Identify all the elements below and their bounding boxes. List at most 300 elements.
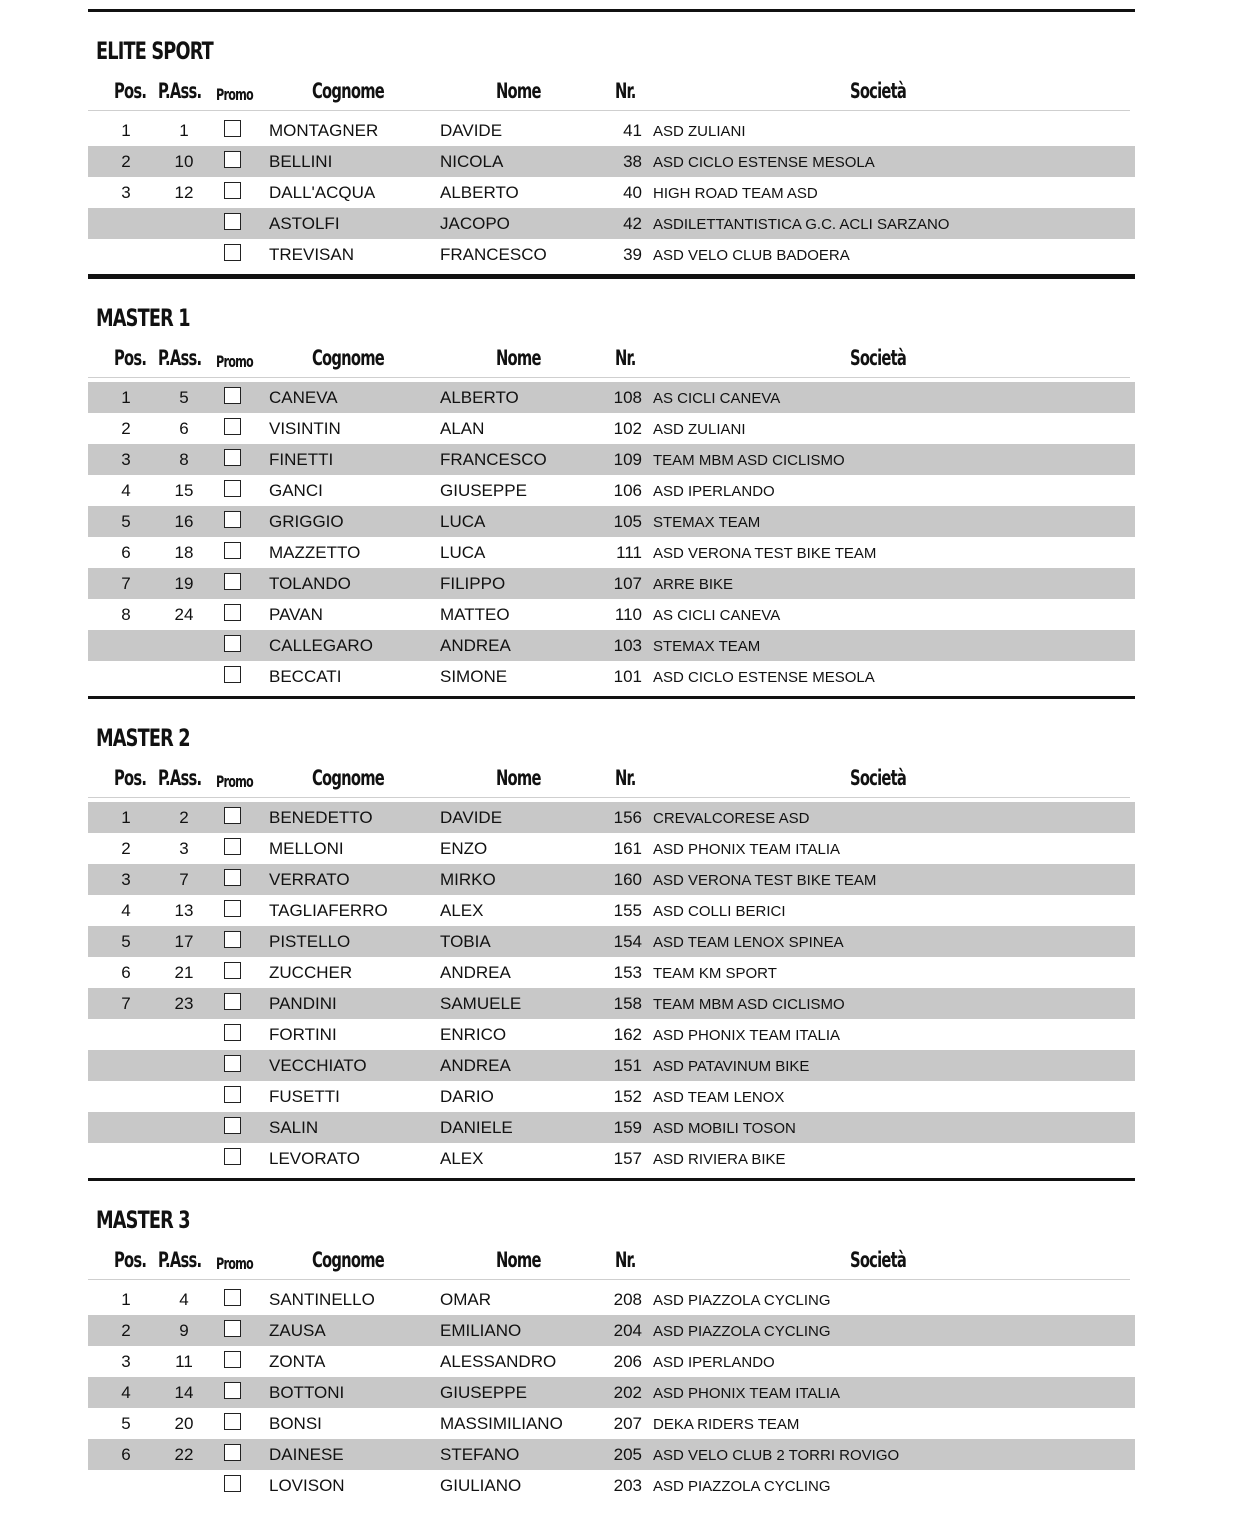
surname-cell: BENEDETTO: [269, 808, 373, 827]
promo-checkbox[interactable]: [224, 1289, 241, 1306]
surname-cell: FUSETTI: [269, 1087, 340, 1106]
promo-checkbox[interactable]: [224, 931, 241, 948]
name-cell: ALEX: [440, 901, 484, 920]
bib-number-cell: 154: [613, 932, 642, 951]
section-divider: [88, 1178, 1135, 1181]
team-cell: ASD ZULIANI: [653, 123, 746, 140]
surname-cell: PANDINI: [269, 994, 337, 1013]
column-header-promo: Promo: [216, 772, 254, 791]
team-cell: ASD TEAM LENOX SPINEA: [653, 934, 844, 951]
table-row: [88, 115, 1135, 146]
position-cell: 4: [121, 481, 131, 500]
name-cell: DAVIDE: [440, 121, 503, 140]
position-cell: 6: [121, 543, 131, 562]
team-cell: ASD CICLO ESTENSE MESOLA: [653, 669, 875, 686]
column-header-cognome: Cognome: [312, 766, 385, 790]
promo-checkbox[interactable]: [224, 1413, 241, 1430]
column-header-societa: Società: [850, 79, 907, 103]
results-table-body: [88, 382, 1135, 692]
promo-checkbox[interactable]: [224, 387, 241, 404]
assigned-position-cell: 4: [179, 1290, 189, 1309]
bib-number-cell: 106: [613, 481, 642, 500]
column-header-nome: Nome: [496, 766, 541, 790]
table-row: [88, 1050, 1135, 1081]
team-cell: ASD PHONIX TEAM ITALIA: [653, 1027, 840, 1044]
assigned-position-cell: 7: [179, 870, 189, 889]
assigned-position-cell: 22: [174, 1445, 194, 1464]
promo-checkbox[interactable]: [224, 542, 241, 559]
team-cell: AS CICLI CANEVA: [653, 390, 781, 407]
surname-cell: ZAUSA: [269, 1321, 326, 1340]
results-table-body: [88, 1284, 1135, 1501]
promo-checkbox[interactable]: [224, 511, 241, 528]
assigned-position-cell: 16: [174, 512, 194, 531]
table-row: [88, 988, 1135, 1019]
position-cell: 5: [121, 512, 131, 531]
surname-cell: CALLEGARO: [269, 636, 373, 655]
bib-number-cell: 152: [613, 1087, 642, 1106]
bib-number-cell: 158: [613, 994, 642, 1013]
position-cell: 3: [121, 1352, 131, 1371]
bib-number-cell: 208: [613, 1290, 642, 1309]
team-cell: ASD VERONA TEST BIKE TEAM: [653, 545, 877, 562]
table-row: [88, 1439, 1135, 1470]
table-row: [88, 864, 1135, 895]
table-row: [88, 957, 1135, 988]
assigned-position-cell: 18: [174, 543, 194, 562]
assigned-position-cell: 1: [179, 121, 189, 140]
promo-checkbox[interactable]: [224, 962, 241, 979]
bib-number-cell: 204: [613, 1321, 642, 1340]
table-row: [88, 506, 1135, 537]
promo-checkbox[interactable]: [224, 120, 241, 137]
bib-number-cell: 40: [623, 183, 642, 202]
column-header-promo: Promo: [216, 352, 254, 371]
team-cell: TEAM KM SPORT: [653, 965, 777, 982]
position-cell: 4: [121, 1383, 131, 1402]
table-row: [88, 1019, 1135, 1050]
name-cell: STEFANO: [440, 1445, 520, 1464]
table-row: [88, 1470, 1135, 1501]
name-cell: DAVIDE: [440, 808, 503, 827]
column-header-nr: Nr.: [615, 346, 636, 370]
column-header-pass: P.Ass.: [158, 79, 202, 103]
bib-number-cell: 205: [613, 1445, 642, 1464]
assigned-position-cell: 21: [174, 963, 194, 982]
column-header-pass: P.Ass.: [158, 766, 202, 790]
surname-cell: FINETTI: [269, 450, 334, 469]
bib-number-cell: 157: [613, 1149, 642, 1168]
position-cell: 5: [121, 1414, 131, 1433]
promo-checkbox[interactable]: [224, 604, 241, 621]
assigned-position-cell: 15: [174, 481, 194, 500]
team-cell: ASD PIAZZOLA CYCLING: [653, 1478, 831, 1495]
position-cell: 7: [121, 574, 131, 593]
bib-number-cell: 161: [613, 839, 642, 858]
table-row: [88, 382, 1135, 413]
bib-number-cell: 159: [613, 1118, 642, 1137]
column-header-nome: Nome: [496, 79, 541, 103]
table-row: [88, 1377, 1135, 1408]
assigned-position-cell: 19: [174, 574, 194, 593]
position-cell: 6: [121, 963, 131, 982]
promo-checkbox[interactable]: [224, 869, 241, 886]
table-row: [88, 599, 1135, 630]
surname-cell: DALL'ACQUA: [269, 183, 376, 202]
table-row: [88, 568, 1135, 599]
category-title: MASTER 2: [96, 724, 190, 752]
position-cell: 4: [121, 901, 131, 920]
name-cell: GIUSEPPE: [440, 1383, 527, 1402]
surname-cell: CANEVA: [269, 388, 338, 407]
table-row: [88, 177, 1135, 208]
assigned-position-cell: 12: [174, 183, 194, 202]
column-header-nr: Nr.: [615, 79, 636, 103]
promo-checkbox[interactable]: [224, 244, 241, 261]
name-cell: ANDREA: [440, 963, 511, 982]
column-header-cognome: Cognome: [312, 1248, 385, 1272]
bib-number-cell: 203: [613, 1476, 642, 1495]
name-cell: NICOLA: [440, 152, 504, 171]
section-divider: [88, 276, 1135, 279]
table-row: [88, 1284, 1135, 1315]
name-cell: ALBERTO: [440, 388, 519, 407]
surname-cell: MELLONI: [269, 839, 344, 858]
table-header: [88, 77, 1135, 111]
surname-cell: GRIGGIO: [269, 512, 344, 531]
name-cell: ANDREA: [440, 636, 511, 655]
column-header-promo: Promo: [216, 1254, 254, 1273]
header-rule: [88, 1279, 1130, 1280]
bib-number-cell: 38: [623, 152, 642, 171]
name-cell: EMILIANO: [440, 1321, 522, 1340]
surname-cell: ZUCCHER: [269, 963, 353, 982]
team-cell: ASD MOBILI TOSON: [653, 1120, 796, 1137]
bib-number-cell: 151: [613, 1056, 642, 1075]
table-row: [88, 1081, 1135, 1112]
position-cell: 2: [121, 839, 131, 858]
assigned-position-cell: 13: [174, 901, 194, 920]
name-cell: FRANCESCO: [440, 245, 547, 264]
surname-cell: VISINTIN: [269, 419, 341, 438]
promo-checkbox[interactable]: [224, 1148, 241, 1165]
bib-number-cell: 162: [613, 1025, 642, 1044]
position-cell: 6: [121, 1445, 131, 1464]
promo-checkbox[interactable]: [224, 1086, 241, 1103]
position-cell: 3: [121, 870, 131, 889]
position-cell: 7: [121, 994, 131, 1013]
promo-checkbox[interactable]: [224, 635, 241, 652]
team-cell: STEMAX TEAM: [653, 638, 761, 655]
surname-cell: FORTINI: [269, 1025, 337, 1044]
team-cell: TEAM MBM ASD CICLISMO: [653, 452, 845, 469]
team-cell: ASD IPERLANDO: [653, 483, 775, 500]
team-cell: ASD RIVIERA BIKE: [653, 1151, 786, 1168]
team-cell: ASD CICLO ESTENSE MESOLA: [653, 154, 875, 171]
header-rule: [88, 110, 1130, 111]
results-table-body: [88, 115, 1135, 270]
header-rule: [88, 377, 1130, 378]
team-cell: AS CICLI CANEVA: [653, 607, 781, 624]
promo-checkbox[interactable]: [224, 1024, 241, 1041]
position-cell: 3: [121, 183, 131, 202]
bib-number-cell: 153: [613, 963, 642, 982]
name-cell: FILIPPO: [440, 574, 506, 593]
surname-cell: BELLINI: [269, 152, 333, 171]
results-table-body: [88, 802, 1135, 1174]
bib-number-cell: 207: [613, 1414, 642, 1433]
column-header-nome: Nome: [496, 1248, 541, 1272]
bib-number-cell: 156: [613, 808, 642, 827]
promo-checkbox[interactable]: [224, 1475, 241, 1492]
position-cell: 1: [121, 1290, 131, 1309]
name-cell: GIUSEPPE: [440, 481, 527, 500]
team-cell: ASD TEAM LENOX: [653, 1089, 785, 1106]
name-cell: MIRKO: [440, 870, 496, 889]
bib-number-cell: 42: [623, 214, 642, 233]
assigned-position-cell: 24: [174, 605, 194, 624]
promo-checkbox[interactable]: [224, 418, 241, 435]
assigned-position-cell: 17: [174, 932, 194, 951]
table-row: [88, 1112, 1135, 1143]
promo-checkbox[interactable]: [224, 449, 241, 466]
bib-number-cell: 206: [613, 1352, 642, 1371]
table-header: [88, 344, 1135, 378]
assigned-position-cell: 6: [179, 419, 189, 438]
table-row: [88, 833, 1135, 864]
surname-cell: TOLANDO: [269, 574, 351, 593]
table-row: [88, 1346, 1135, 1377]
name-cell: OMAR: [440, 1290, 491, 1309]
surname-cell: ASTOLFI: [269, 214, 340, 233]
surname-cell: MAZZETTO: [269, 543, 361, 562]
surname-cell: SANTINELLO: [269, 1290, 375, 1309]
promo-checkbox[interactable]: [224, 182, 241, 199]
table-row: [88, 239, 1135, 270]
team-cell: ARRE BIKE: [653, 576, 734, 593]
assigned-position-cell: 5: [179, 388, 189, 407]
bib-number-cell: 111: [616, 543, 642, 562]
position-cell: 2: [121, 1321, 131, 1340]
promo-checkbox[interactable]: [224, 807, 241, 824]
position-cell: 2: [121, 152, 131, 171]
column-header-societa: Società: [850, 766, 907, 790]
name-cell: ANDREA: [440, 1056, 511, 1075]
promo-checkbox[interactable]: [224, 993, 241, 1010]
team-cell: STEMAX TEAM: [653, 514, 761, 531]
team-cell: ASD COLLI BERICI: [653, 903, 786, 920]
section-divider: [88, 9, 1135, 12]
column-header-pos: Pos.: [114, 766, 147, 790]
surname-cell: BONSI: [269, 1414, 322, 1433]
position-cell: 1: [121, 121, 131, 140]
name-cell: LUCA: [440, 543, 486, 562]
name-cell: SIMONE: [440, 667, 508, 686]
bib-number-cell: 41: [623, 121, 642, 140]
surname-cell: DAINESE: [269, 1445, 344, 1464]
column-header-nr: Nr.: [615, 1248, 636, 1272]
bib-number-cell: 110: [614, 605, 642, 624]
name-cell: ALESSANDRO: [440, 1352, 557, 1371]
name-cell: ENZO: [440, 839, 488, 858]
name-cell: MASSIMILIANO: [440, 1414, 563, 1433]
surname-cell: VERRATO: [269, 870, 350, 889]
assigned-position-cell: 2: [179, 808, 189, 827]
surname-cell: PISTELLO: [269, 932, 351, 951]
surname-cell: BECCATI: [269, 667, 342, 686]
team-cell: ASD PHONIX TEAM ITALIA: [653, 1385, 840, 1402]
assigned-position-cell: 20: [174, 1414, 194, 1433]
team-cell: ASD VELO CLUB BADOERA: [653, 247, 850, 264]
team-cell: TEAM MBM ASD CICLISMO: [653, 996, 845, 1013]
surname-cell: LEVORATO: [269, 1149, 361, 1168]
column-header-pos: Pos.: [114, 1248, 147, 1272]
table-row: [88, 537, 1135, 568]
name-cell: ALAN: [440, 419, 485, 438]
name-cell: LUCA: [440, 512, 486, 531]
team-cell: ASD IPERLANDO: [653, 1354, 775, 1371]
category-title: MASTER 3: [96, 1206, 190, 1234]
section-divider: [88, 696, 1135, 699]
assigned-position-cell: 10: [174, 152, 194, 171]
promo-checkbox[interactable]: [224, 213, 241, 230]
position-cell: 5: [121, 932, 131, 951]
column-header-pos: Pos.: [114, 346, 147, 370]
position-cell: 1: [121, 388, 131, 407]
promo-checkbox[interactable]: [224, 838, 241, 855]
promo-checkbox[interactable]: [224, 1117, 241, 1134]
column-header-pos: Pos.: [114, 79, 147, 103]
table-row: [88, 146, 1135, 177]
assigned-position-cell: 23: [174, 994, 194, 1013]
team-cell: ASDILETTANTISTICA G.C. ACLI SARZANO: [653, 216, 950, 233]
bib-number-cell: 160: [613, 870, 642, 889]
promo-checkbox[interactable]: [224, 1382, 241, 1399]
name-cell: FRANCESCO: [440, 450, 547, 469]
table-row: [88, 208, 1135, 239]
team-cell: ASD ZULIANI: [653, 421, 746, 438]
bib-number-cell: 39: [623, 245, 642, 264]
column-header-nome: Nome: [496, 346, 541, 370]
column-header-cognome: Cognome: [312, 79, 385, 103]
promo-checkbox[interactable]: [224, 1055, 241, 1072]
table-header: [88, 764, 1135, 798]
team-cell: DEKA RIDERS TEAM: [653, 1416, 800, 1433]
promo-checkbox[interactable]: [224, 900, 241, 917]
name-cell: ALBERTO: [440, 183, 519, 202]
name-cell: DARIO: [440, 1087, 494, 1106]
name-cell: JACOPO: [440, 214, 510, 233]
promo-checkbox[interactable]: [224, 480, 241, 497]
promo-checkbox[interactable]: [224, 1444, 241, 1461]
promo-checkbox[interactable]: [224, 573, 241, 590]
team-cell: ASD PHONIX TEAM ITALIA: [653, 841, 840, 858]
table-row: [88, 413, 1135, 444]
surname-cell: ZONTA: [269, 1352, 326, 1371]
bib-number-cell: 155: [613, 901, 642, 920]
table-row: [88, 1315, 1135, 1346]
column-header-cognome: Cognome: [312, 346, 385, 370]
team-cell: ASD PIAZZOLA CYCLING: [653, 1323, 831, 1340]
surname-cell: VECCHIATO: [269, 1056, 367, 1075]
name-cell: GIULIANO: [440, 1476, 522, 1495]
surname-cell: MONTAGNER: [269, 121, 379, 140]
surname-cell: BOTTONI: [269, 1383, 345, 1402]
column-header-nr: Nr.: [615, 766, 636, 790]
bib-number-cell: 105: [613, 512, 642, 531]
promo-checkbox[interactable]: [224, 1320, 241, 1337]
bib-number-cell: 101: [613, 667, 642, 686]
table-row: [88, 926, 1135, 957]
assigned-position-cell: 11: [175, 1352, 193, 1371]
bib-number-cell: 109: [613, 450, 642, 469]
column-header-pass: P.Ass.: [158, 1248, 202, 1272]
name-cell: DANIELE: [440, 1118, 513, 1137]
position-cell: 3: [121, 450, 131, 469]
name-cell: SAMUELE: [440, 994, 522, 1013]
table-header: [88, 1246, 1135, 1280]
bib-number-cell: 102: [613, 419, 642, 438]
table-row: [88, 895, 1135, 926]
bib-number-cell: 107: [613, 574, 642, 593]
column-header-pass: P.Ass.: [158, 346, 202, 370]
team-cell: ASD PATAVINUM BIKE: [653, 1058, 810, 1075]
surname-cell: TAGLIAFERRO: [269, 901, 388, 920]
table-row: [88, 661, 1135, 692]
category-title: ELITE SPORT: [96, 37, 213, 65]
team-cell: HIGH ROAD TEAM ASD: [653, 185, 818, 202]
position-cell: 1: [121, 808, 131, 827]
column-header-societa: Società: [850, 346, 907, 370]
column-header-promo: Promo: [216, 85, 254, 104]
surname-cell: PAVAN: [269, 605, 323, 624]
header-rule: [88, 797, 1130, 798]
promo-checkbox[interactable]: [224, 666, 241, 683]
assigned-position-cell: 9: [179, 1321, 189, 1340]
team-cell: ASD VERONA TEST BIKE TEAM: [653, 872, 877, 889]
team-cell: CREVALCORESE ASD: [653, 810, 810, 827]
table-row: [88, 1143, 1135, 1174]
table-row: [88, 1408, 1135, 1439]
position-cell: 2: [121, 419, 131, 438]
surname-cell: TREVISAN: [269, 245, 355, 264]
table-row: [88, 475, 1135, 506]
assigned-position-cell: 14: [174, 1383, 194, 1402]
surname-cell: GANCI: [269, 481, 323, 500]
bib-number-cell: 103: [613, 636, 642, 655]
assigned-position-cell: 3: [179, 839, 189, 858]
team-cell: ASD PIAZZOLA CYCLING: [653, 1292, 831, 1309]
promo-checkbox[interactable]: [224, 1351, 241, 1368]
table-row: [88, 802, 1135, 833]
bib-number-cell: 108: [613, 388, 642, 407]
table-row: [88, 444, 1135, 475]
surname-cell: LOVISON: [269, 1476, 345, 1495]
team-cell: ASD VELO CLUB 2 TORRI ROVIGO: [653, 1447, 900, 1464]
promo-checkbox[interactable]: [224, 151, 241, 168]
name-cell: ALEX: [440, 1149, 484, 1168]
surname-cell: SALIN: [269, 1118, 319, 1137]
name-cell: MATTEO: [440, 605, 510, 624]
column-header-societa: Società: [850, 1248, 907, 1272]
table-row: [88, 630, 1135, 661]
name-cell: ENRICO: [440, 1025, 507, 1044]
name-cell: TOBIA: [440, 932, 491, 951]
position-cell: 8: [121, 605, 131, 624]
category-title: MASTER 1: [96, 304, 190, 332]
assigned-position-cell: 8: [179, 450, 189, 469]
bib-number-cell: 202: [613, 1383, 642, 1402]
